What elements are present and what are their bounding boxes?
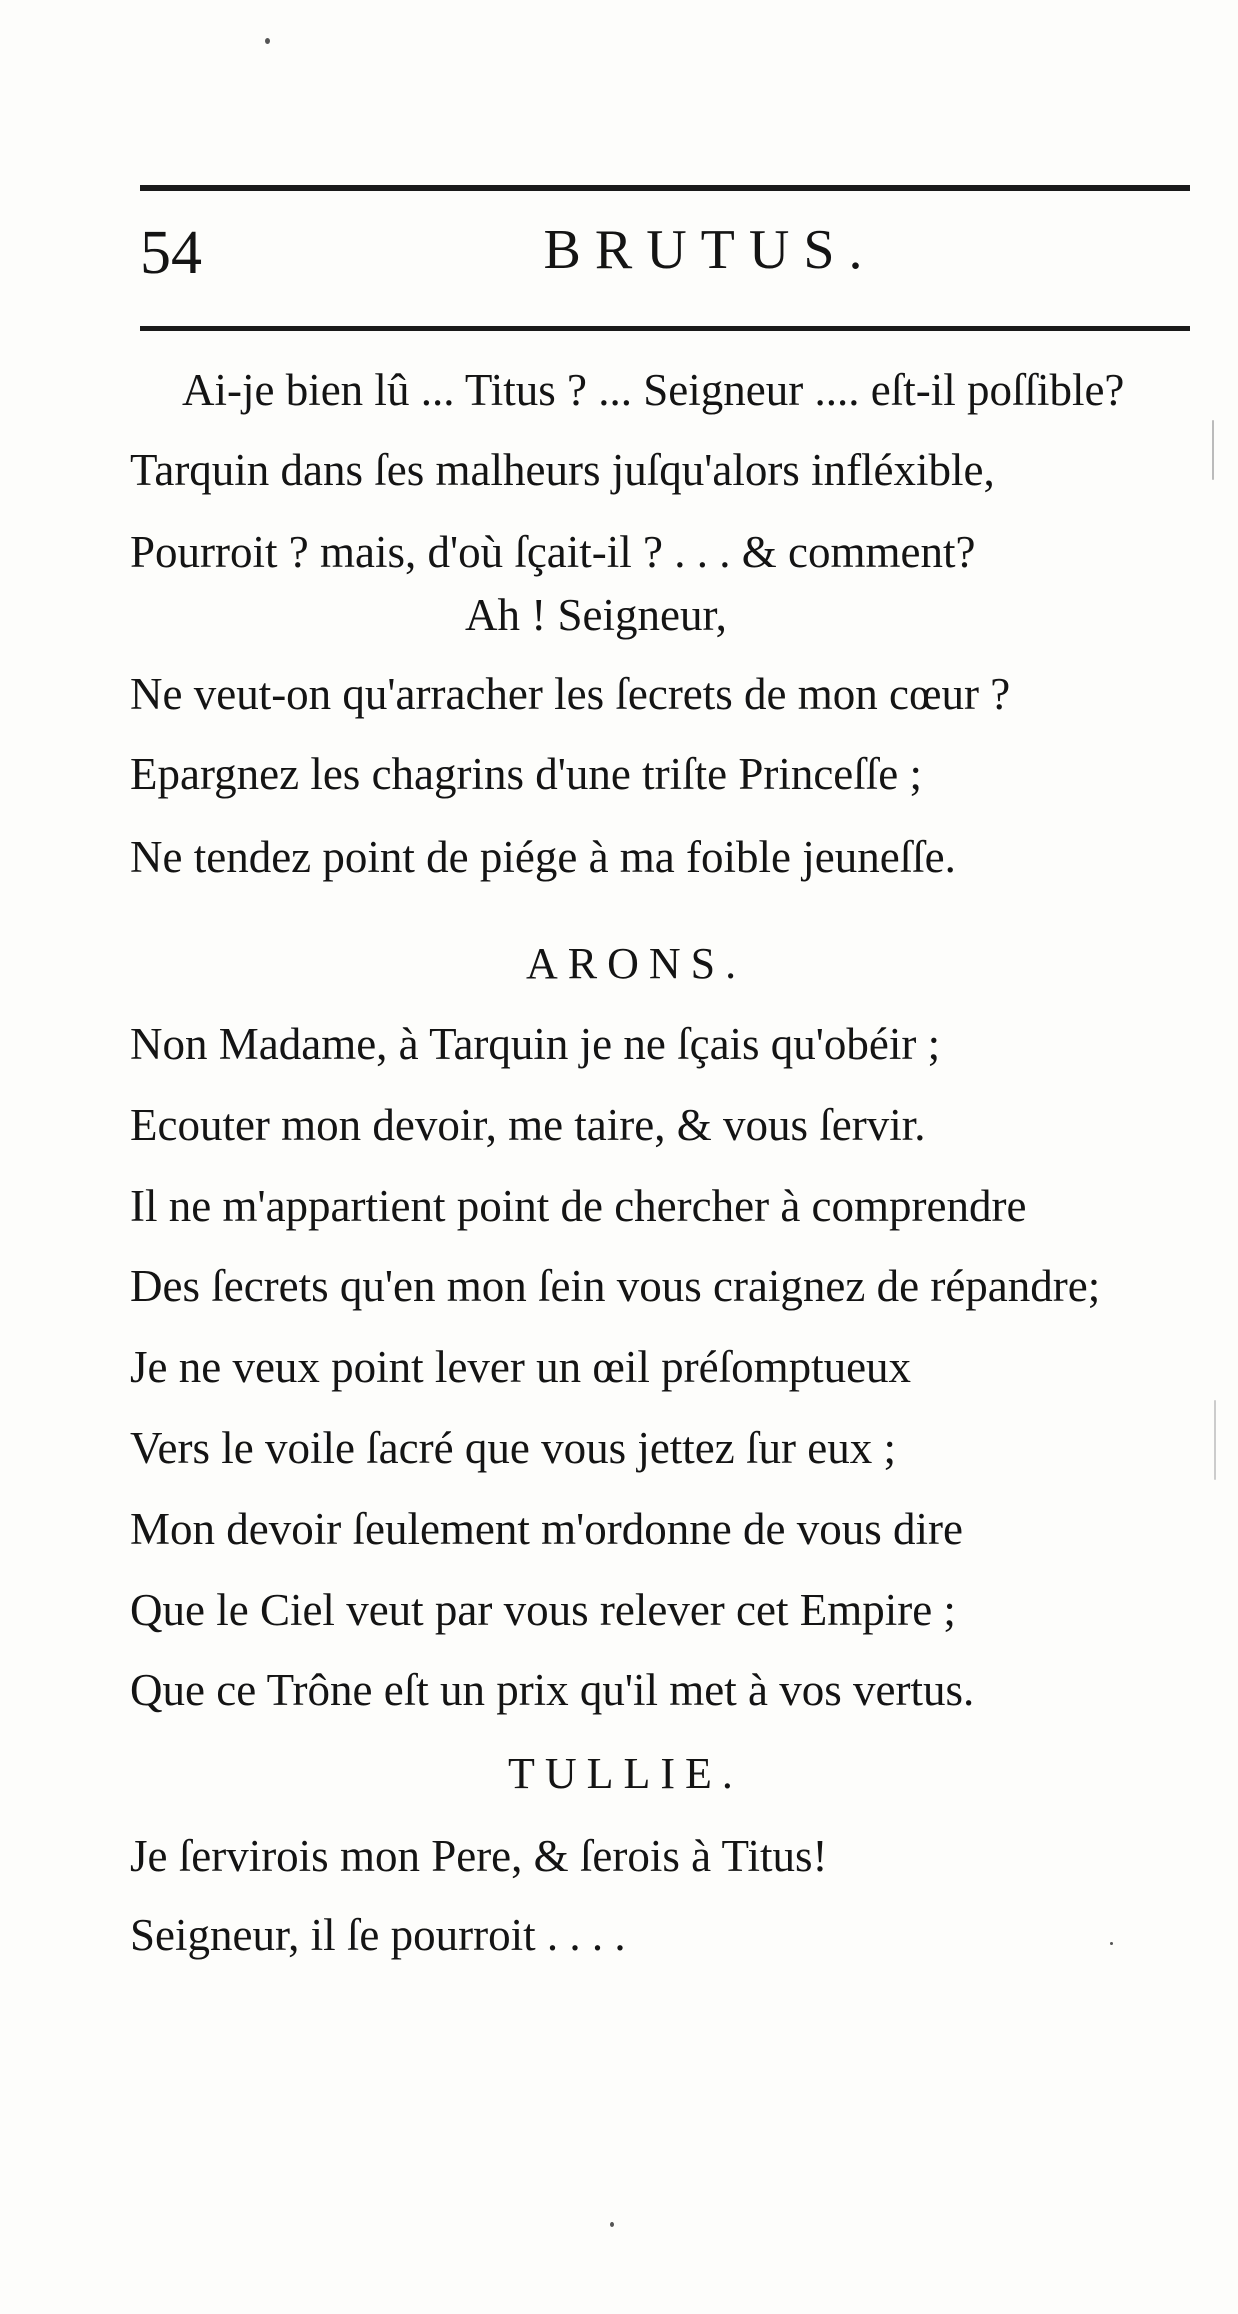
verse-line: Ne tendez point de piége à ma foible jeuneſſe. [130,832,956,882]
verse-line: Epargnez les chagrins d'une triſte Princeſſe ; [130,749,923,799]
header-rule-top [140,185,1190,191]
speaker-name: TULLIE. [508,1749,743,1798]
verse-line: Ecouter mon devoir, me taire, & vous ſervir. [130,1100,926,1150]
verse-line: Pourroit ? mais, d'où ſçait-il ? . . . & comment? [130,527,976,577]
verse-line: Je ne veux point lever un œil préſomptueux [130,1342,912,1392]
scan-speck [610,2222,614,2227]
verse-line: Tarquin dans ſes malheurs juſqu'alors infléxible, [130,445,995,495]
verse-line: Seigneur, il ſe pourroit . . . . [130,1910,626,1960]
scan-speck [1110,1942,1113,1945]
page-edge-mark [1214,1400,1216,1480]
verse-line: Ai-je bien lû ... Titus ? ... Seigneur .... eſt-il poſſible? [182,365,1125,415]
page-edge-mark [1212,420,1214,480]
verse-line: Je ſervirois mon Pere, & ſerois à Titus! [130,1831,828,1881]
verse-line: Des ſecrets qu'en mon ſein vous craignez de répandre; [130,1261,1101,1311]
page-number: 54 [140,219,202,287]
verse-line: Mon devoir ſeulement m'ordonne de vous dire [130,1504,963,1554]
verse-line-indented: Ah ! Seigneur, [465,590,727,640]
verse-line: Non Madame, à Tarquin je ne ſçais qu'obéir ; [130,1019,941,1069]
running-title: BRUTUS. [543,219,877,281]
verse-line: Que le Ciel veut par vous relever cet Empire ; [130,1585,956,1635]
header-rule-bottom [140,326,1190,331]
scan-speck [265,38,270,44]
verse-line: Vers le voile ſacré que vous jettez ſur eux ; [130,1423,896,1473]
verse-line: Que ce Trône eſt un prix qu'il met à vos vertus. [130,1665,975,1715]
verse-line: Ne veut-on qu'arracher les ſecrets de mon cœur ? [130,669,1011,719]
speaker-name: ARONS. [526,939,747,988]
verse-line: Il ne m'appartient point de chercher à comprendre [130,1181,1027,1231]
